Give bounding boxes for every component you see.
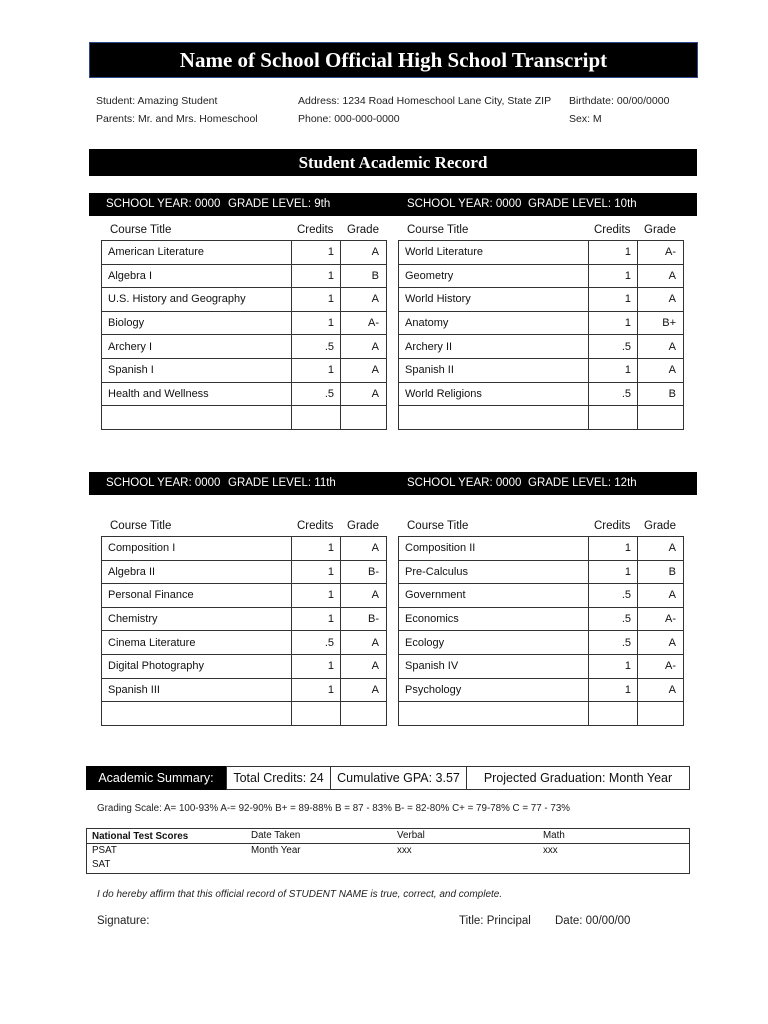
course-credits: 1 [589, 241, 638, 265]
course-title: Economics [399, 607, 589, 631]
year-block-10th [398, 224, 683, 430]
course-credits: 1 [292, 607, 341, 631]
course-credits: 1 [292, 288, 341, 312]
course-title: Composition I [102, 537, 292, 561]
course-grade: A [638, 264, 684, 288]
course-grade: A [638, 537, 684, 561]
course-grade [341, 702, 387, 726]
course-row [399, 702, 684, 726]
course-row [102, 288, 387, 312]
course-title: Spanish IV [399, 654, 589, 678]
course-credits: 1 [292, 311, 341, 335]
course-row [102, 678, 387, 702]
course-credits: 1 [589, 311, 638, 335]
course-table [101, 536, 387, 726]
course-row [102, 241, 387, 265]
course-row [102, 335, 387, 359]
course-title: Spanish II [399, 358, 589, 382]
course-credits: 1 [292, 654, 341, 678]
course-credits: 1 [589, 264, 638, 288]
course-row [102, 631, 387, 655]
course-grade: B- [341, 560, 387, 584]
course-row [102, 607, 387, 631]
course-row [399, 335, 684, 359]
course-table-header [398, 520, 683, 536]
course-title: Archery I [102, 335, 292, 359]
summary-label: Academic Summary: [86, 766, 226, 790]
course-grade: B- [341, 607, 387, 631]
year-block-11th [101, 520, 386, 726]
test-row-math: xxx [543, 845, 558, 856]
course-credits: .5 [589, 584, 638, 608]
course-title: Composition II [399, 537, 589, 561]
test-row-name: SAT [92, 859, 111, 870]
course-credits: 1 [589, 678, 638, 702]
course-grade: A- [341, 311, 387, 335]
course-title-header: Course Title [407, 520, 469, 532]
course-title: Biology [102, 311, 292, 335]
year-block-9th [101, 224, 386, 430]
course-grade [341, 406, 387, 430]
course-row [399, 537, 684, 561]
course-row [102, 537, 387, 561]
course-grade: A- [638, 241, 684, 265]
phone: Phone: 000-000-0000 [298, 113, 400, 125]
course-title [399, 702, 589, 726]
course-row [399, 607, 684, 631]
year-bar-top [89, 193, 697, 216]
course-row [102, 584, 387, 608]
course-row [399, 584, 684, 608]
grade-level-label: GRADE LEVEL: 12th [528, 477, 637, 489]
course-grade [638, 406, 684, 430]
course-title: Algebra I [102, 264, 292, 288]
affirmation: I do hereby affirm that this official record of STUDENT NAME is true, correct, and complete. [97, 889, 503, 900]
year-bar-bottom [89, 472, 697, 495]
course-title: U.S. History and Geography [102, 288, 292, 312]
course-table-header [101, 224, 386, 240]
grading-scale: Grading Scale: A= 100-93% A-= 92-90% B+ = 89-88% B = 87 - 83% B- = 82-80% C+ = 79-78% C = 77 - 73% [97, 803, 570, 814]
credits-header: Credits [297, 224, 334, 236]
course-table-header [398, 224, 683, 240]
course-title: Digital Photography [102, 654, 292, 678]
course-row [102, 406, 387, 430]
grade-level-label: GRADE LEVEL: 10th [528, 198, 637, 210]
grade-level-label: GRADE LEVEL: 9th [228, 198, 331, 210]
course-title: Anatomy [399, 311, 589, 335]
course-row [399, 311, 684, 335]
cumulative-gpa: Cumulative GPA: 3.57 [331, 766, 467, 790]
course-row [399, 406, 684, 430]
course-grade: A [638, 678, 684, 702]
course-title: Algebra II [102, 560, 292, 584]
course-title: Spanish I [102, 358, 292, 382]
signature-label: Signature: [97, 915, 150, 927]
course-title-header: Course Title [110, 224, 172, 236]
credits-header: Credits [594, 224, 631, 236]
grade-header: Grade [347, 520, 379, 532]
course-grade: A [638, 584, 684, 608]
grade-header: Grade [644, 520, 676, 532]
course-table [101, 240, 387, 430]
course-grade: B [341, 264, 387, 288]
course-grade: A [341, 654, 387, 678]
course-grade: A [638, 335, 684, 359]
course-title [102, 406, 292, 430]
course-row [102, 560, 387, 584]
course-grade: A [638, 288, 684, 312]
course-table-header [101, 520, 386, 536]
course-grade: A [341, 358, 387, 382]
course-row [102, 702, 387, 726]
course-credits [292, 406, 341, 430]
course-row [399, 241, 684, 265]
course-credits [292, 702, 341, 726]
course-row [399, 631, 684, 655]
grade-header: Grade [644, 224, 676, 236]
course-row [399, 654, 684, 678]
course-grade: A [341, 631, 387, 655]
course-table [398, 240, 684, 430]
course-title: World Religions [399, 382, 589, 406]
course-row [399, 678, 684, 702]
course-row [399, 264, 684, 288]
course-title: Pre-Calculus [399, 560, 589, 584]
birthdate: Birthdate: 00/00/0000 [569, 95, 670, 107]
course-credits: .5 [292, 335, 341, 359]
course-grade: A [341, 288, 387, 312]
course-grade: A [341, 584, 387, 608]
course-table [398, 536, 684, 726]
course-title: World Literature [399, 241, 589, 265]
course-title: American Literature [102, 241, 292, 265]
course-title: Health and Wellness [102, 382, 292, 406]
course-grade: A [341, 537, 387, 561]
course-title: World History [399, 288, 589, 312]
grade-level-label: GRADE LEVEL: 11th [228, 477, 336, 489]
course-row [399, 560, 684, 584]
school-year-label: SCHOOL YEAR: 0000 [407, 477, 522, 489]
course-grade: A [638, 358, 684, 382]
course-title: Psychology [399, 678, 589, 702]
sex: Sex: M [569, 113, 602, 125]
course-credits: 1 [589, 560, 638, 584]
grade-header: Grade [347, 224, 379, 236]
credits-header: Credits [297, 520, 334, 532]
test-row-verbal: xxx [397, 845, 412, 856]
course-credits: 1 [292, 584, 341, 608]
address: Address: 1234 Road Homeschool Lane City, State ZIP [298, 95, 552, 107]
course-grade: A- [638, 654, 684, 678]
course-row [399, 382, 684, 406]
national-test-scores [86, 828, 690, 874]
course-credits: 1 [589, 654, 638, 678]
tests-header-verbal: Verbal [397, 830, 425, 841]
course-title: Geometry [399, 264, 589, 288]
year-block-12th [398, 520, 683, 726]
course-row [102, 358, 387, 382]
course-grade: B+ [638, 311, 684, 335]
course-credits: 1 [292, 560, 341, 584]
tests-header-math: Math [543, 830, 565, 841]
course-title: Personal Finance [102, 584, 292, 608]
signature-date: Date: 00/00/00 [555, 915, 631, 927]
course-title: Cinema Literature [102, 631, 292, 655]
test-row-date: Month Year [251, 845, 301, 856]
course-credits: 1 [292, 358, 341, 382]
section-title: Student Academic Record [89, 149, 697, 176]
course-title [399, 406, 589, 430]
course-credits: 1 [589, 358, 638, 382]
course-grade: B [638, 560, 684, 584]
course-grade: A- [638, 607, 684, 631]
course-credits: .5 [292, 382, 341, 406]
course-title: Chemistry [102, 607, 292, 631]
course-credits [589, 406, 638, 430]
course-row [399, 288, 684, 312]
course-row [102, 264, 387, 288]
student-name: Student: Amazing Student [96, 95, 218, 107]
course-credits: .5 [589, 631, 638, 655]
course-title-header: Course Title [407, 224, 469, 236]
course-grade: A [638, 631, 684, 655]
course-grade: A [341, 335, 387, 359]
course-credits: 1 [292, 264, 341, 288]
course-credits: .5 [589, 382, 638, 406]
course-credits [589, 702, 638, 726]
signer-title: Title: Principal [459, 915, 531, 927]
course-row [102, 382, 387, 406]
course-grade [638, 702, 684, 726]
course-credits: 1 [589, 537, 638, 561]
course-grade: A [341, 241, 387, 265]
academic-summary [86, 766, 690, 790]
credits-header: Credits [594, 520, 631, 532]
course-credits: 1 [292, 241, 341, 265]
course-grade: A [341, 678, 387, 702]
tests-divider [87, 843, 689, 844]
course-credits: 1 [589, 288, 638, 312]
transcript-title: Name of School Official High School Transcript [89, 42, 698, 78]
total-credits: Total Credits: 24 [226, 766, 331, 790]
test-row-name: PSAT [92, 845, 117, 856]
course-row [399, 358, 684, 382]
course-title: Ecology [399, 631, 589, 655]
tests-header-date: Date Taken [251, 830, 301, 841]
course-grade: B [638, 382, 684, 406]
course-credits: .5 [292, 631, 341, 655]
course-credits: 1 [292, 678, 341, 702]
projected-graduation: Projected Graduation: Month Year [467, 766, 690, 790]
course-credits: .5 [589, 335, 638, 359]
course-title [102, 702, 292, 726]
school-year-label: SCHOOL YEAR: 0000 [106, 477, 221, 489]
course-grade: A [341, 382, 387, 406]
course-credits: 1 [292, 537, 341, 561]
course-title-header: Course Title [110, 520, 172, 532]
school-year-label: SCHOOL YEAR: 0000 [106, 198, 221, 210]
course-row [102, 311, 387, 335]
course-row [102, 654, 387, 678]
course-title: Archery II [399, 335, 589, 359]
parents-name: Parents: Mr. and Mrs. Homeschool [96, 113, 258, 125]
school-year-label: SCHOOL YEAR: 0000 [407, 198, 522, 210]
course-title: Government [399, 584, 589, 608]
tests-header-name: National Test Scores [92, 831, 189, 842]
course-title: Spanish III [102, 678, 292, 702]
course-credits: .5 [589, 607, 638, 631]
